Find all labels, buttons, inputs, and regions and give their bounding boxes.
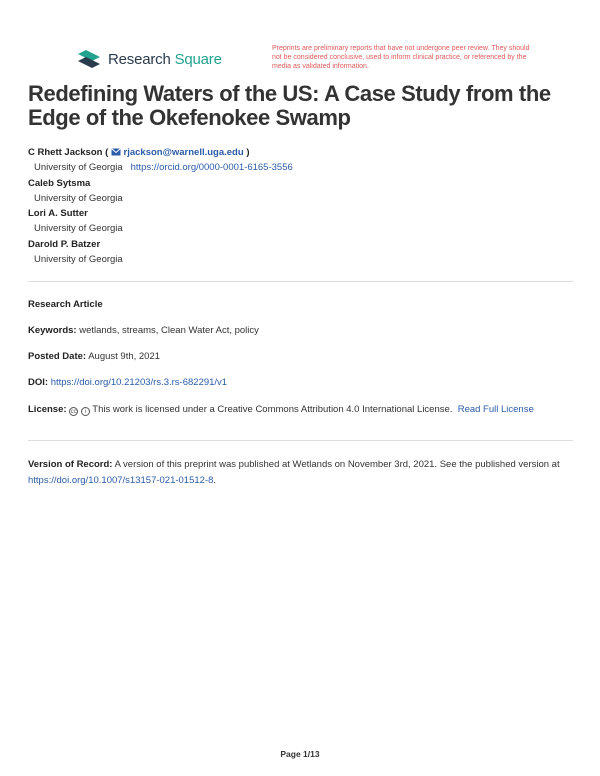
author-name: Lori A. Sutter (28, 208, 88, 220)
posted-date-value: August 9th, 2021 (88, 351, 161, 362)
preprint-disclaimer: Preprints are preliminary reports that have not undergone peer review. They should not be considered conclusive, used to inform clinical practice, or referenced by the media as validated information. (272, 45, 530, 70)
author-list (28, 145, 293, 267)
logo-text-research: Research (108, 50, 171, 68)
page-number: Page 1/13 (280, 749, 320, 759)
paper-title: Redefining Waters of the US: A Case Study from the Edge of the Okefenokee Swamp (28, 81, 551, 130)
divider (28, 281, 573, 282)
attribution-icon: i (81, 407, 90, 416)
version-of-record-period: . (213, 475, 217, 486)
author-1-affiliation-row (28, 160, 293, 175)
research-square-logo-icon (76, 48, 102, 70)
author-name: Darold P. Batzer (28, 238, 101, 250)
keywords-value: wetlands, streams, Clean Water Act, policy (79, 325, 259, 336)
doi-row (28, 376, 573, 390)
author-affiliation: University of Georgia (34, 254, 123, 266)
posted-date-label: Posted Date: (28, 351, 87, 362)
keywords-row (28, 324, 573, 338)
research-square-logo[interactable] (76, 48, 222, 70)
published-version-link[interactable]: https://doi.org/10.1007/s13157-021-01512-8 (28, 475, 214, 486)
doi-link[interactable]: https://doi.org/10.21203/rs.3.rs-682291/v1 (50, 377, 228, 388)
author-affiliation: University of Georgia (34, 162, 123, 174)
version-of-record-row (28, 457, 573, 489)
keywords-label: Keywords: (28, 325, 77, 336)
orcid-link[interactable]: https://orcid.org/0000-0001-6165-3556 (130, 162, 293, 174)
author-1: C Rhett Jackson ( rjackson@warnell.uga.edu ) (28, 147, 250, 158)
license-text: This work is licensed under a Creative Commons Attribution 4.0 International License. (92, 404, 453, 415)
logo-text-square: Square (174, 50, 222, 68)
article-type: Research Article (28, 299, 103, 310)
license-label: License: (28, 404, 67, 415)
author-email-link[interactable]: rjackson@warnell.uga.edu (123, 147, 244, 158)
version-of-record-label: Version of Record: (28, 459, 113, 470)
divider (28, 440, 573, 441)
envelope-icon (111, 148, 121, 156)
read-full-license-link[interactable]: Read Full License (457, 404, 534, 415)
author-name: C Rhett Jackson (28, 147, 103, 158)
author-name: Caleb Sytsma (28, 177, 91, 189)
doi-label: DOI: (28, 377, 49, 388)
author-affiliation: University of Georgia (34, 223, 123, 235)
creative-commons-icon: cc (70, 409, 77, 415)
version-of-record-text: A version of this preprint was published at Wetlands on November 3rd, 2021. See the published version at (114, 459, 560, 470)
posted-date-row (28, 350, 573, 364)
license-row (28, 403, 573, 417)
logo-wordmark (108, 51, 222, 68)
author-affiliation: University of Georgia (34, 192, 123, 204)
